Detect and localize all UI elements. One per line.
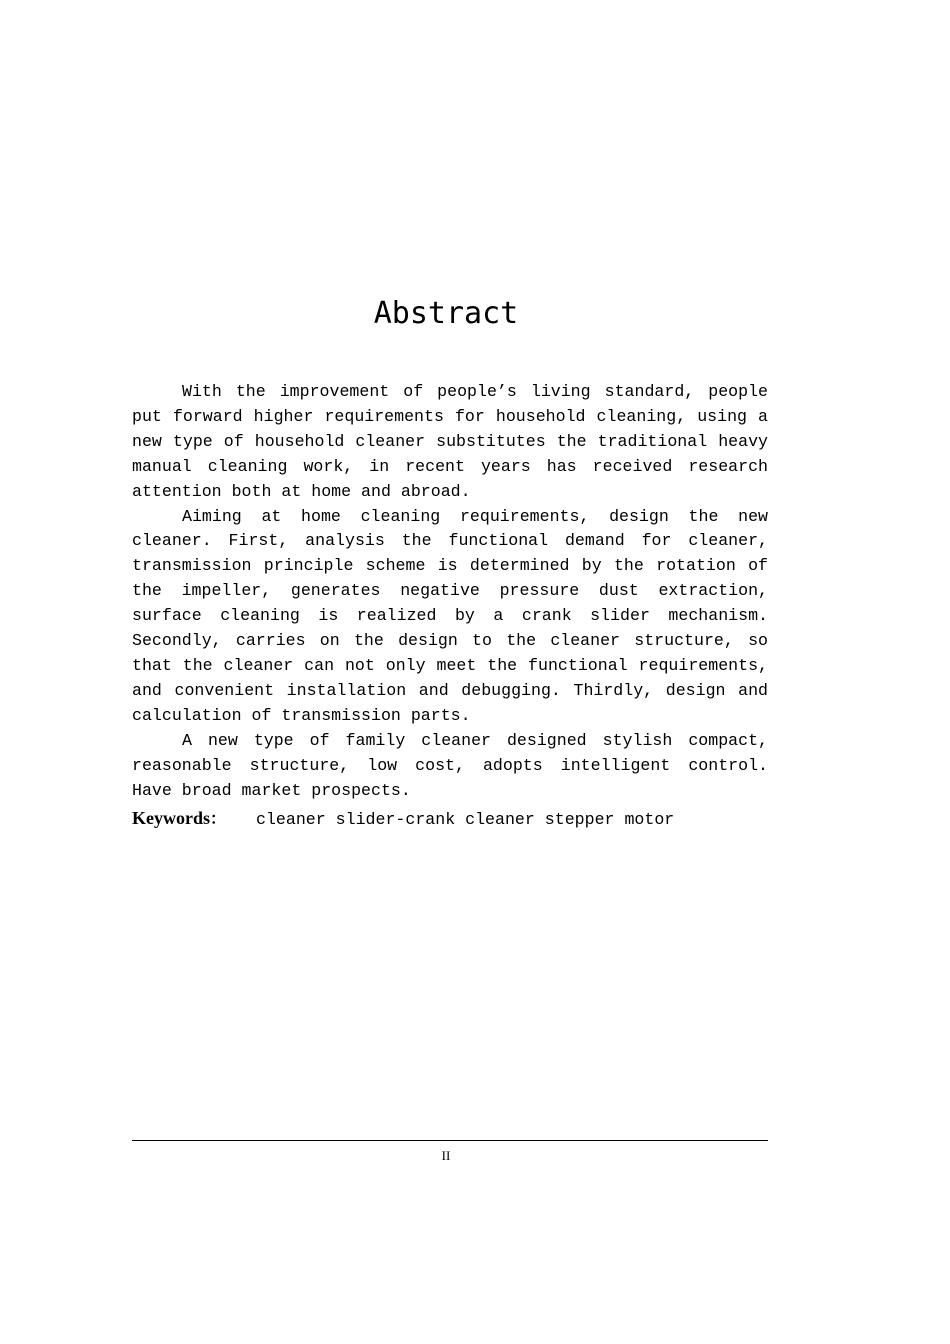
footer-divider <box>132 1140 768 1141</box>
abstract-title: Abstract <box>373 296 519 331</box>
page-number: II <box>441 1148 451 1163</box>
abstract-paragraph-1: With the improvement of people’s living standard, people put forward higher requirements for household cleaning, using a new type of household cleaner substitutes the traditional heavy manual cleaning work, in recent years has received research attention both at home and abroad. <box>132 382 768 501</box>
keywords-line <box>132 806 768 832</box>
keywords-text: cleaner slider-crank cleaner stepper motor <box>256 810 675 829</box>
keywords-separator: ： <box>210 811 227 828</box>
keywords-label: Keywords <box>132 808 210 828</box>
abstract-paragraph-2: Aiming at home cleaning requirements, design the new cleaner. First, analysis the functional demand for cleaner, transmission principle scheme is determined by the rotation of the impeller, generates negative pressure dust extraction, surface cleaning is realized by a crank slider mechanism. Secondly, carries on the design to the cleaner structure, so that the cleaner can not only meet the functional requirements, and convenient installation and debugging. Thirdly, design and calculation of transmission parts. <box>132 506 768 725</box>
abstract-body <box>132 380 768 803</box>
abstract-paragraph-3: A new type of family cleaner designed stylish compact, reasonable structure, low cost, adopts intelligent control. Have broad market prospects. <box>132 730 768 800</box>
